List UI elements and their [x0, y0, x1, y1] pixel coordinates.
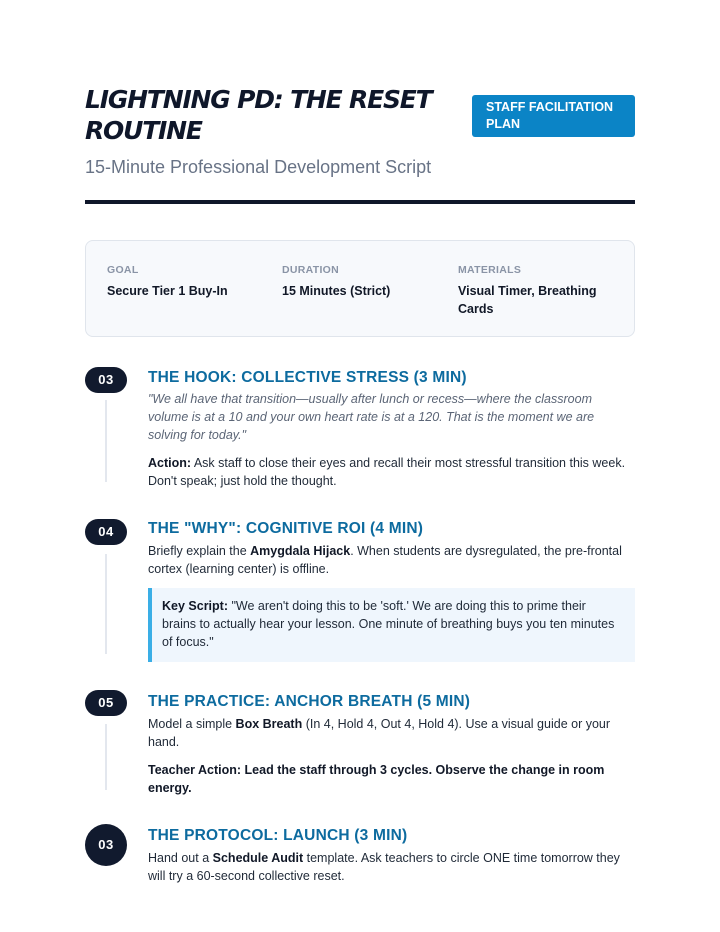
body-bold: Schedule Audit	[212, 851, 304, 865]
body-text: (In 4, Hold 4, Out 4, Hold 4). Use a visual guide or your hand.	[148, 717, 611, 749]
timeline-line	[105, 724, 107, 790]
step-title: THE "WHY": COGNITIVE ROI (4 MIN)	[148, 520, 424, 537]
info-label: GOAL	[107, 264, 139, 276]
step-body	[148, 542, 628, 578]
step-title: THE PRACTICE: ANCHOR BREATH (5 MIN)	[148, 693, 471, 710]
info-value: Visual Timer, Breathing Cards	[458, 284, 597, 316]
key-script-callout	[148, 588, 635, 662]
body-text: Model a simple	[148, 717, 236, 731]
callout-text: "We aren't doing this to be 'soft.' We are doing this to prime their brains to actually hear your lesson. One minute of breathing buys you ten minutes of focus."	[162, 599, 615, 649]
info-goal	[107, 263, 267, 301]
page-subtitle: 15-Minute Professional Development Script	[85, 157, 432, 177]
step-number-badge: 04	[85, 519, 127, 545]
body-text: Hand out a	[148, 851, 213, 865]
step-number-badge: 03	[85, 824, 127, 866]
step-quote: "We all have that transition—usually after lunch or recess—where the classroom volume is at a 10 and your own heart rate is at a 120. That is the moment we are solving for today."	[148, 392, 595, 442]
step-body	[148, 849, 628, 885]
callout-label: Key Script:	[162, 599, 228, 613]
body-text: template. Ask teachers to circle ONE time tomorrow they will try a 60-second collective reset.	[148, 851, 620, 883]
step-title: THE HOOK: COLLECTIVE STRESS (3 MIN)	[148, 369, 467, 386]
page-title: LIGHTNING PD: THE RESET ROUTINE	[85, 85, 432, 145]
step-title: THE PROTOCOL: LAUNCH (3 MIN)	[148, 827, 408, 844]
teacher-action: Teacher Action: Lead the staff through 3 cycles. Observe the change in room energy.	[148, 763, 605, 795]
info-duration	[282, 263, 442, 301]
step-action	[148, 454, 628, 490]
step-body	[148, 715, 628, 751]
action-label: Action:	[148, 456, 192, 470]
body-text: Briefly explain the	[148, 544, 251, 558]
step-number-badge: 05	[85, 690, 127, 716]
action-text: Ask staff to close their eyes and recall their most stressful transition this week. Don't speak; just hold the thought.	[148, 456, 626, 488]
timeline-line	[105, 400, 107, 482]
body-text: . When students are dysregulated, the pre-frontal cortex (learning center) is offline.	[148, 544, 622, 576]
body-bold: Amygdala Hijack	[250, 544, 351, 558]
facilitation-badge: STAFF FACILITATION PLAN	[472, 95, 635, 137]
body-bold: Box Breath	[235, 717, 303, 731]
info-value: Secure Tier 1 Buy-In	[107, 284, 228, 298]
info-label: DURATION	[282, 264, 340, 276]
info-value: 15 Minutes (Strict)	[282, 284, 391, 298]
step-number-badge: 03	[85, 367, 127, 393]
info-card	[85, 240, 635, 337]
info-materials	[458, 263, 618, 318]
header-divider	[85, 200, 635, 204]
info-label: MATERIALS	[458, 264, 522, 276]
timeline-line	[105, 554, 107, 654]
